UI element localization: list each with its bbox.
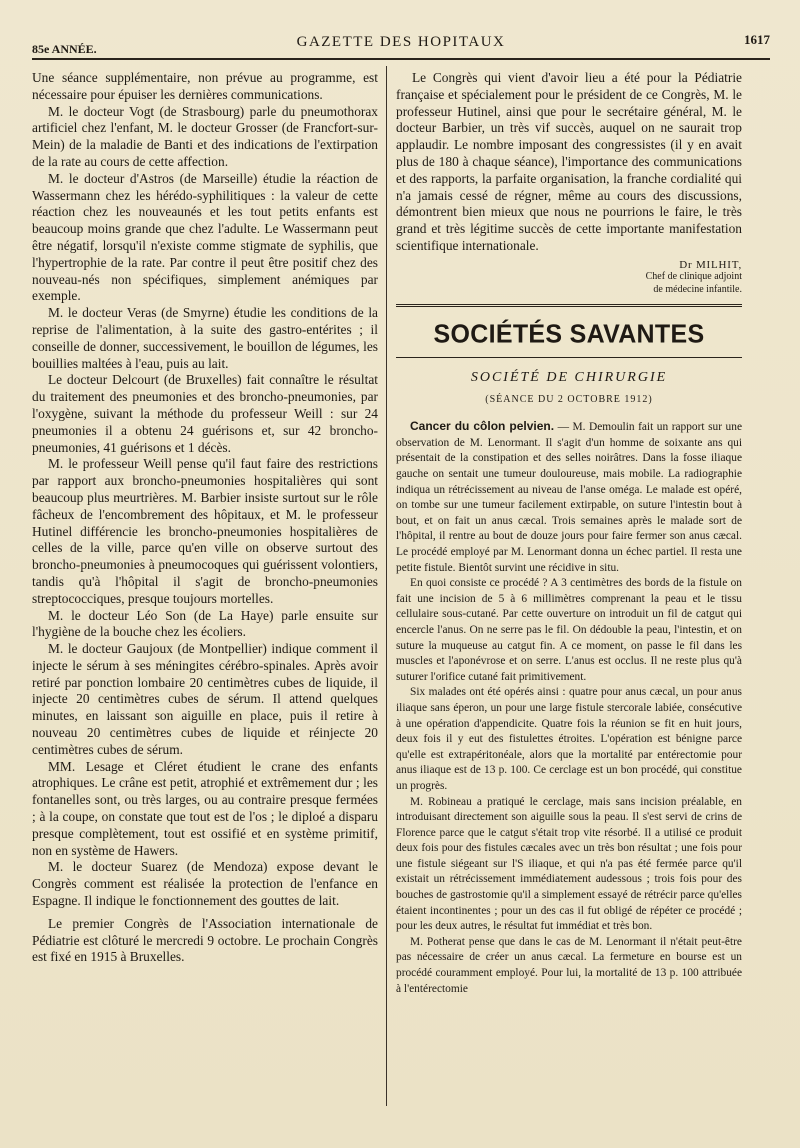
paragraph: MM. Lesage et Cléret étudient le crane des enfants atrophiques. Le crâne est petit, atrophié et extrêmement dur ; les fontanelles sont, ou très larges, ou au contraire presque fermées ; à la coupe, on constate que tout est de l'os ; le diploé a disparu presque complètement, tout est ossifié et en système primitif, non en système de Hawers. (32, 758, 378, 858)
signature-title-1: Chef de clinique adjoint (645, 271, 742, 283)
paragraph: Une séance supplémentaire, non prévue au programme, est nécessaire pour épuiser les dernières communications. (32, 70, 378, 102)
session-date: (SÉANCE DU 2 OCTOBRE 1912) (485, 394, 653, 406)
congress-conclusion: Le Congrès qui vient d'avoir lieu a été pour la Pédiatrie française et spécialement pour le président de ce Congrès, M. le professeur Hutinel, ainsi que pour le secrétaire général, M. le docteur Barbier, un très vif succès, auquel on ne saurait trop applaudir. Le nombre imposant des congressistes (il y en avait plus de 180 à chaque séance), l'importance des communications et des rapports, la parfaite organisation, la franche cordialité qui n'a jamais cessé de régner, même au cours des discussions, démontrent bien mieux que nous ne pourrions le faire, le très grand et très légitime succès de cette importante manifestation scientifique internationale. (396, 70, 742, 253)
paragraph: M. le docteur Léo Son (de La Haye) parle ensuite sur l'hygiène de la bouche chez les écoliers. (32, 607, 378, 640)
section-title-rule (396, 357, 742, 358)
paragraph: M. le docteur Gaujoux (de Montpellier) indique comment il injecte le sérum à ses méningites cérébro-spinales. Après avoir retiré par ponction lombaire 20 centimètres cubes de liquide, il injecte 20 centimètres cubes de sérum. Il attend quelques minutes, en laissant son aiguille en place, puis il retire à nouveau 20 centimètres cubes de liquide et réinjecte 20 centimètres cubes de sérum. (32, 641, 378, 757)
paragraph: M. le professeur Weill pense qu'il faut faire des restrictions par rapport aux broncho-pneumonies hospitalières qui sont beaucoup plus meurtrières. M. Barbier insiste surtout sur le rôle fâcheux de l'encombrement des hôpitaux, et M. le professeur Hutinel différencie les broncho-pneumonies hospitalières de celles de la ville, parce qu'en ville on observe surtout des broncho-pneumonies à pneumocoques qui guérissent volontiers, tandis qu'à l'hôpital il s'agit de broncho-pneumonies streptococciques, presque toujours mortelles. (32, 456, 378, 606)
article-paragraph: En quoi consiste ce procédé ? A 3 centimètres des bords de la fistule on fait une incision de 5 à 6 millimètres comprenant la peau et le tissu cellulaire sous-cutané. Par cette ouverture on introduit un fil de catgut qui encercle l'anus. On ne serre pas le fil. On dédouble la peau, l'intestin, et on suture la muqueuse au catgut fin. A ce moment, on passe le fil dans les muscles et l'aponévrose et on serre. L'anus est occlus. Il ne reste plus qu'à suturer l'orifice cutané fait primitivement. (396, 577, 742, 683)
paragraph: M. le docteur Vogt (de Strasbourg) parle du pneumothorax artificiel chez l'enfant, M. le docteur Grosser (de Francfort-sur-Mein) de la maladie de Banti et des indications de l'extirpation de la rate au cours de cette affection. (32, 103, 378, 169)
page-number: 1617 (744, 32, 770, 47)
article-paragraph (396, 419, 742, 576)
article-paragraph: Six malades ont été opérés ainsi : quatre pour anus cæcal, un pour anus iliaque sans éperon, un pour une large fistule stercorale labiée, consécutive à une opération d'appendicite. Quatre fois la réunion se fit en huit jours, deux fois il y eut des fistulettes étroites. L'opération est bénigne parce qu'elle est extrapéritonéale, alors que la mortalité par entérectomie pour anus iliaque est de 13 p. 100. Ce cerclage est un bon procédé, qui constitue un progrès. (396, 686, 742, 792)
signature-title-2: de médecine infantile. (653, 283, 742, 295)
paragraph: M. le docteur Suarez (de Mendoza) expose devant le Congrès comment est réalisée la protection de l'enfance en Espagne. Il indique le fonctionnement des gouttes de lait. (32, 859, 378, 909)
paragraph: M. le docteur Veras (de Smyrne) étudie les conditions de la reprise de l'alimentation, à la suite des gastro-entérites ; il conseille de donner, successivement, le bouillon de légumes, les bouillies maltées à l'eau, puis au lait. (32, 305, 378, 371)
paragraph: Le premier Congrès de l'Association internationale de Pédiatrie est clôturé le mercredi 9 octobre. Le prochain Congrès est fixé en 1915 à Bruxelles. (32, 915, 378, 965)
article-paragraph: M. Robineau a pratiqué le cerclage, mais sans incision préalable, en introduisant directement son aiguille sous la peau. Il s'est servi de crins de Florence parce que le catgut s'était trop vite résorbé. Il a utilisé ce produit deux fois pour des fistules cæcales avec un très bon résultat ; une fois pour une fistule siégeant sur l'S iliaque, et qui n'a pas été fermée parce qu'il existait un rétrécissement immédiatement audessous ; trois fois pour des bouches de gastrostomie qu'il a simplement essayé de rétrécir parce qu'elles étaient incontinentes ; pour un des cas il fut obligé de répéter ce procédé ; pour les deux autres, le résultat fut immédiat et très bon. (396, 795, 742, 933)
paragraph: M. le docteur d'Astros (de Marseille) étudie la réaction de Wassermann chez les hérédo-syphilitiques : la valeur de cette réaction chez les nouveaunés et les tout petits enfants est beaucoup moins grande que chez l'adulte. Le Wassermann peut être négatif, lorsqu'il n'existe comme stigmate de syphilis, que l'hypertrophie de la rate. Par contre il peut être positif chez des nouveau-nés non spécifiques, simplement anémiques par exemple. (32, 170, 378, 304)
article-paragraph: M. Potherat pense que dans le cas de M. Lenormant il n'était peut-être pas nécessaire de créer un anus cæcal. La fermeture en bourse est un procédé couramment employé. Pour lui, la mortalité de 13 p. 100 attribuée à l'entérectomie (396, 935, 742, 995)
society-title: SOCIÉTÉ DE CHIRURGIE (470, 370, 668, 386)
section-rule (396, 304, 742, 307)
left-column (32, 70, 378, 966)
signature-name: Dr MILHIT, (679, 258, 742, 271)
header-rule (32, 58, 770, 60)
issue-label: 85e ANNÉE. (32, 42, 97, 56)
section-title: SOCIÉTÉS SAVANTES (433, 319, 705, 349)
journal-title: GAZETTE DES HOPITAUX (296, 34, 506, 50)
page-header (32, 30, 770, 56)
article-text: — M. Demoulin fait un rapport sur une observation de M. Lenormant. Il s'agit d'un homme de soixante ans qui présentait de la constipation et des selles noirâtres. Dans la fosse iliaque gauche on sentait une tumeur douloureuse, mais mobile. La radiographie indiqua un rétrécissement au niveau de l'anse oméga. Le malade est opéré, on tombe sur une tumeur facilement extirpable, on suture l'intestin bout à bout, et on fait un anus cæcal. Trois semaines après le malade sort de l'hôpital, il rentre au bout de douze jours pour faire fermer son anus cæcal. Le procédé employé par M. Lenormant donna un échec partiel. Il resta une petite fistule. Bientôt survint une récidive in situ. (396, 421, 742, 574)
article-lead: Cancer du côlon pelvien. (410, 419, 555, 434)
signature (396, 259, 742, 297)
paragraph: Le docteur Delcourt (de Bruxelles) fait connaître le résultat du traitement des pneumonies et des broncho-pneumonies, par l'oxygène, suivant la méthode du professeur Weill : sur 24 pneumonies il a obtenu 24 guérisons et, sur 42 broncho-pneumonies, 41 guérisons et 1 décès. (32, 372, 378, 455)
right-column (396, 70, 742, 997)
column-divider (386, 66, 387, 1106)
